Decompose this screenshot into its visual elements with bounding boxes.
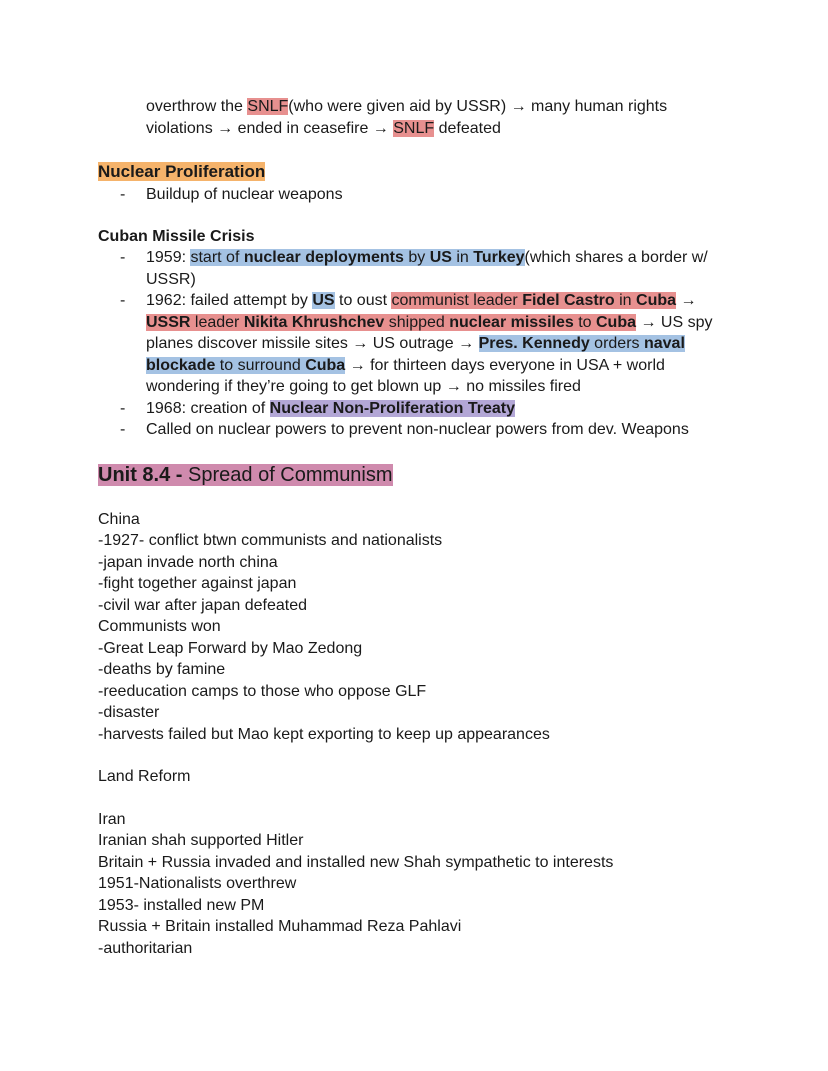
text: nuclear deployments: [243, 249, 404, 266]
text-line: China: [98, 510, 140, 528]
highlight-red: [391, 292, 676, 309]
text: 1959:: [146, 249, 191, 266]
text: Cuba: [305, 356, 346, 374]
text: blockade: [146, 356, 216, 374]
list-line: [146, 333, 758, 355]
text: Pres. Kennedy: [478, 335, 590, 352]
text: (who were given aid by USSR) → many human rights: [288, 98, 668, 115]
text-line: 1951-Nationalists overthrew: [98, 875, 297, 892]
highlight-blue: [146, 357, 345, 374]
text: by: [403, 249, 430, 266]
list-line: [146, 247, 758, 269]
text: 1968: creation of: [146, 399, 270, 417]
list-item-1959: [98, 247, 758, 290]
text: Fidel Castro: [522, 292, 615, 309]
text-line: -deaths by famine: [98, 661, 226, 678]
text: in: [614, 292, 637, 309]
bullet-dash: -: [120, 421, 126, 438]
text: defeated: [434, 119, 501, 137]
text: 1962: failed attempt by: [146, 292, 313, 309]
intro-line-1: [98, 96, 758, 118]
list-line: [146, 355, 758, 377]
iran-section: [98, 809, 758, 960]
nuclear-proliferation-heading: [98, 160, 758, 184]
list-line: [146, 290, 758, 312]
spacer: [98, 488, 758, 509]
text: to oust: [334, 292, 392, 309]
text-line: Russia + Britain installed Muhammad Reza Pahlavi: [98, 918, 462, 935]
unit-heading-highlight: [98, 464, 393, 486]
list-item-1962: [98, 290, 758, 398]
spacer: [98, 788, 758, 809]
list-line: USSR): [146, 270, 196, 288]
text: Nikita Khrushchev: [243, 313, 385, 331]
text: USSR: [146, 313, 191, 331]
spacer: [98, 745, 758, 766]
land-reform-heading: Land Reform: [98, 768, 191, 785]
text: US: [429, 249, 452, 266]
text-line: -reeducation camps to those who oppose GLF: [98, 682, 427, 700]
list-line: [146, 312, 758, 334]
text: Cuba: [596, 313, 636, 331]
text: violations → ended in ceasefire →: [146, 119, 394, 137]
heading-text: Nuclear Proliferation: [98, 162, 266, 181]
text-line: -1927- conflict btwn communists and nationalists: [98, 532, 443, 549]
text: → US spy: [636, 313, 713, 331]
highlight-red: [146, 314, 636, 331]
highlight-purple: Nuclear Non-Proliferation Treaty: [269, 399, 516, 417]
text: (which shares a border w/: [524, 249, 708, 266]
highlight-blue: [190, 249, 524, 266]
text: leader: [190, 313, 244, 331]
cuban-missile-crisis-heading: Cuban Missile Crisis: [98, 227, 255, 245]
list-item: [98, 184, 758, 206]
list-item: [98, 419, 758, 441]
text: orders: [589, 335, 644, 352]
text-line: -Great Leap Forward by Mao Zedong: [98, 639, 363, 657]
text: →: [676, 292, 697, 309]
text-line: 1953- installed new PM: [98, 896, 265, 914]
text-line: -fight together against japan: [98, 575, 297, 592]
text-line: -authoritarian: [98, 939, 193, 957]
text-line: -civil war after japan defeated: [98, 596, 307, 614]
highlight-blue: US: [312, 292, 335, 309]
highlight-blue: [479, 335, 685, 352]
text: in: [451, 249, 474, 266]
document-page: [98, 96, 758, 959]
text-line: Britain + Russia invaded and installed new Shah sympathetic to interests: [98, 853, 614, 871]
china-section: [98, 509, 758, 746]
text-line: Iran: [98, 810, 126, 828]
text: overthrow the: [146, 98, 248, 115]
text-line: Iranian shah supported Hitler: [98, 832, 304, 849]
text: naval: [643, 335, 685, 352]
text: Cuba: [636, 292, 677, 309]
highlight-snlf: SNLF: [393, 119, 435, 137]
text: → for thirteen days everyone in USA + world: [345, 356, 665, 374]
text: communist leader: [391, 292, 523, 309]
unit-heading: [98, 462, 758, 488]
list-line: wondering if they’re going to get blown up → no missiles fired: [146, 378, 581, 395]
text-line: Communists won: [98, 618, 221, 635]
highlight-snlf: SNLF: [247, 98, 289, 115]
text-line: -disaster: [98, 704, 160, 721]
bullet-dash: -: [120, 249, 126, 266]
text-line: -harvests failed but Mao kept exporting to keep up appearances: [98, 725, 550, 743]
text: to surround: [215, 356, 306, 374]
unit-number: Unit 8.4 -: [98, 463, 189, 486]
text: shipped: [384, 313, 450, 331]
text: nuclear missiles: [449, 313, 574, 331]
list-item-text: Called on nuclear powers to prevent non-nuclear powers from dev. Weapons: [146, 421, 689, 438]
bullet-dash: -: [120, 399, 126, 417]
bullet-dash: -: [120, 186, 126, 203]
text: planes discover missile sites → US outrage →: [146, 335, 479, 352]
list-item-1968: [98, 398, 758, 420]
text: start of: [190, 249, 244, 266]
text-line: -japan invade north china: [98, 553, 278, 571]
unit-title: Spread of Communism: [188, 463, 393, 486]
text: to: [573, 313, 596, 331]
list-item-text: Buildup of nuclear weapons: [146, 186, 343, 203]
intro-line-2: [98, 118, 758, 140]
bullet-dash: -: [120, 292, 126, 309]
text: Turkey: [473, 249, 525, 266]
